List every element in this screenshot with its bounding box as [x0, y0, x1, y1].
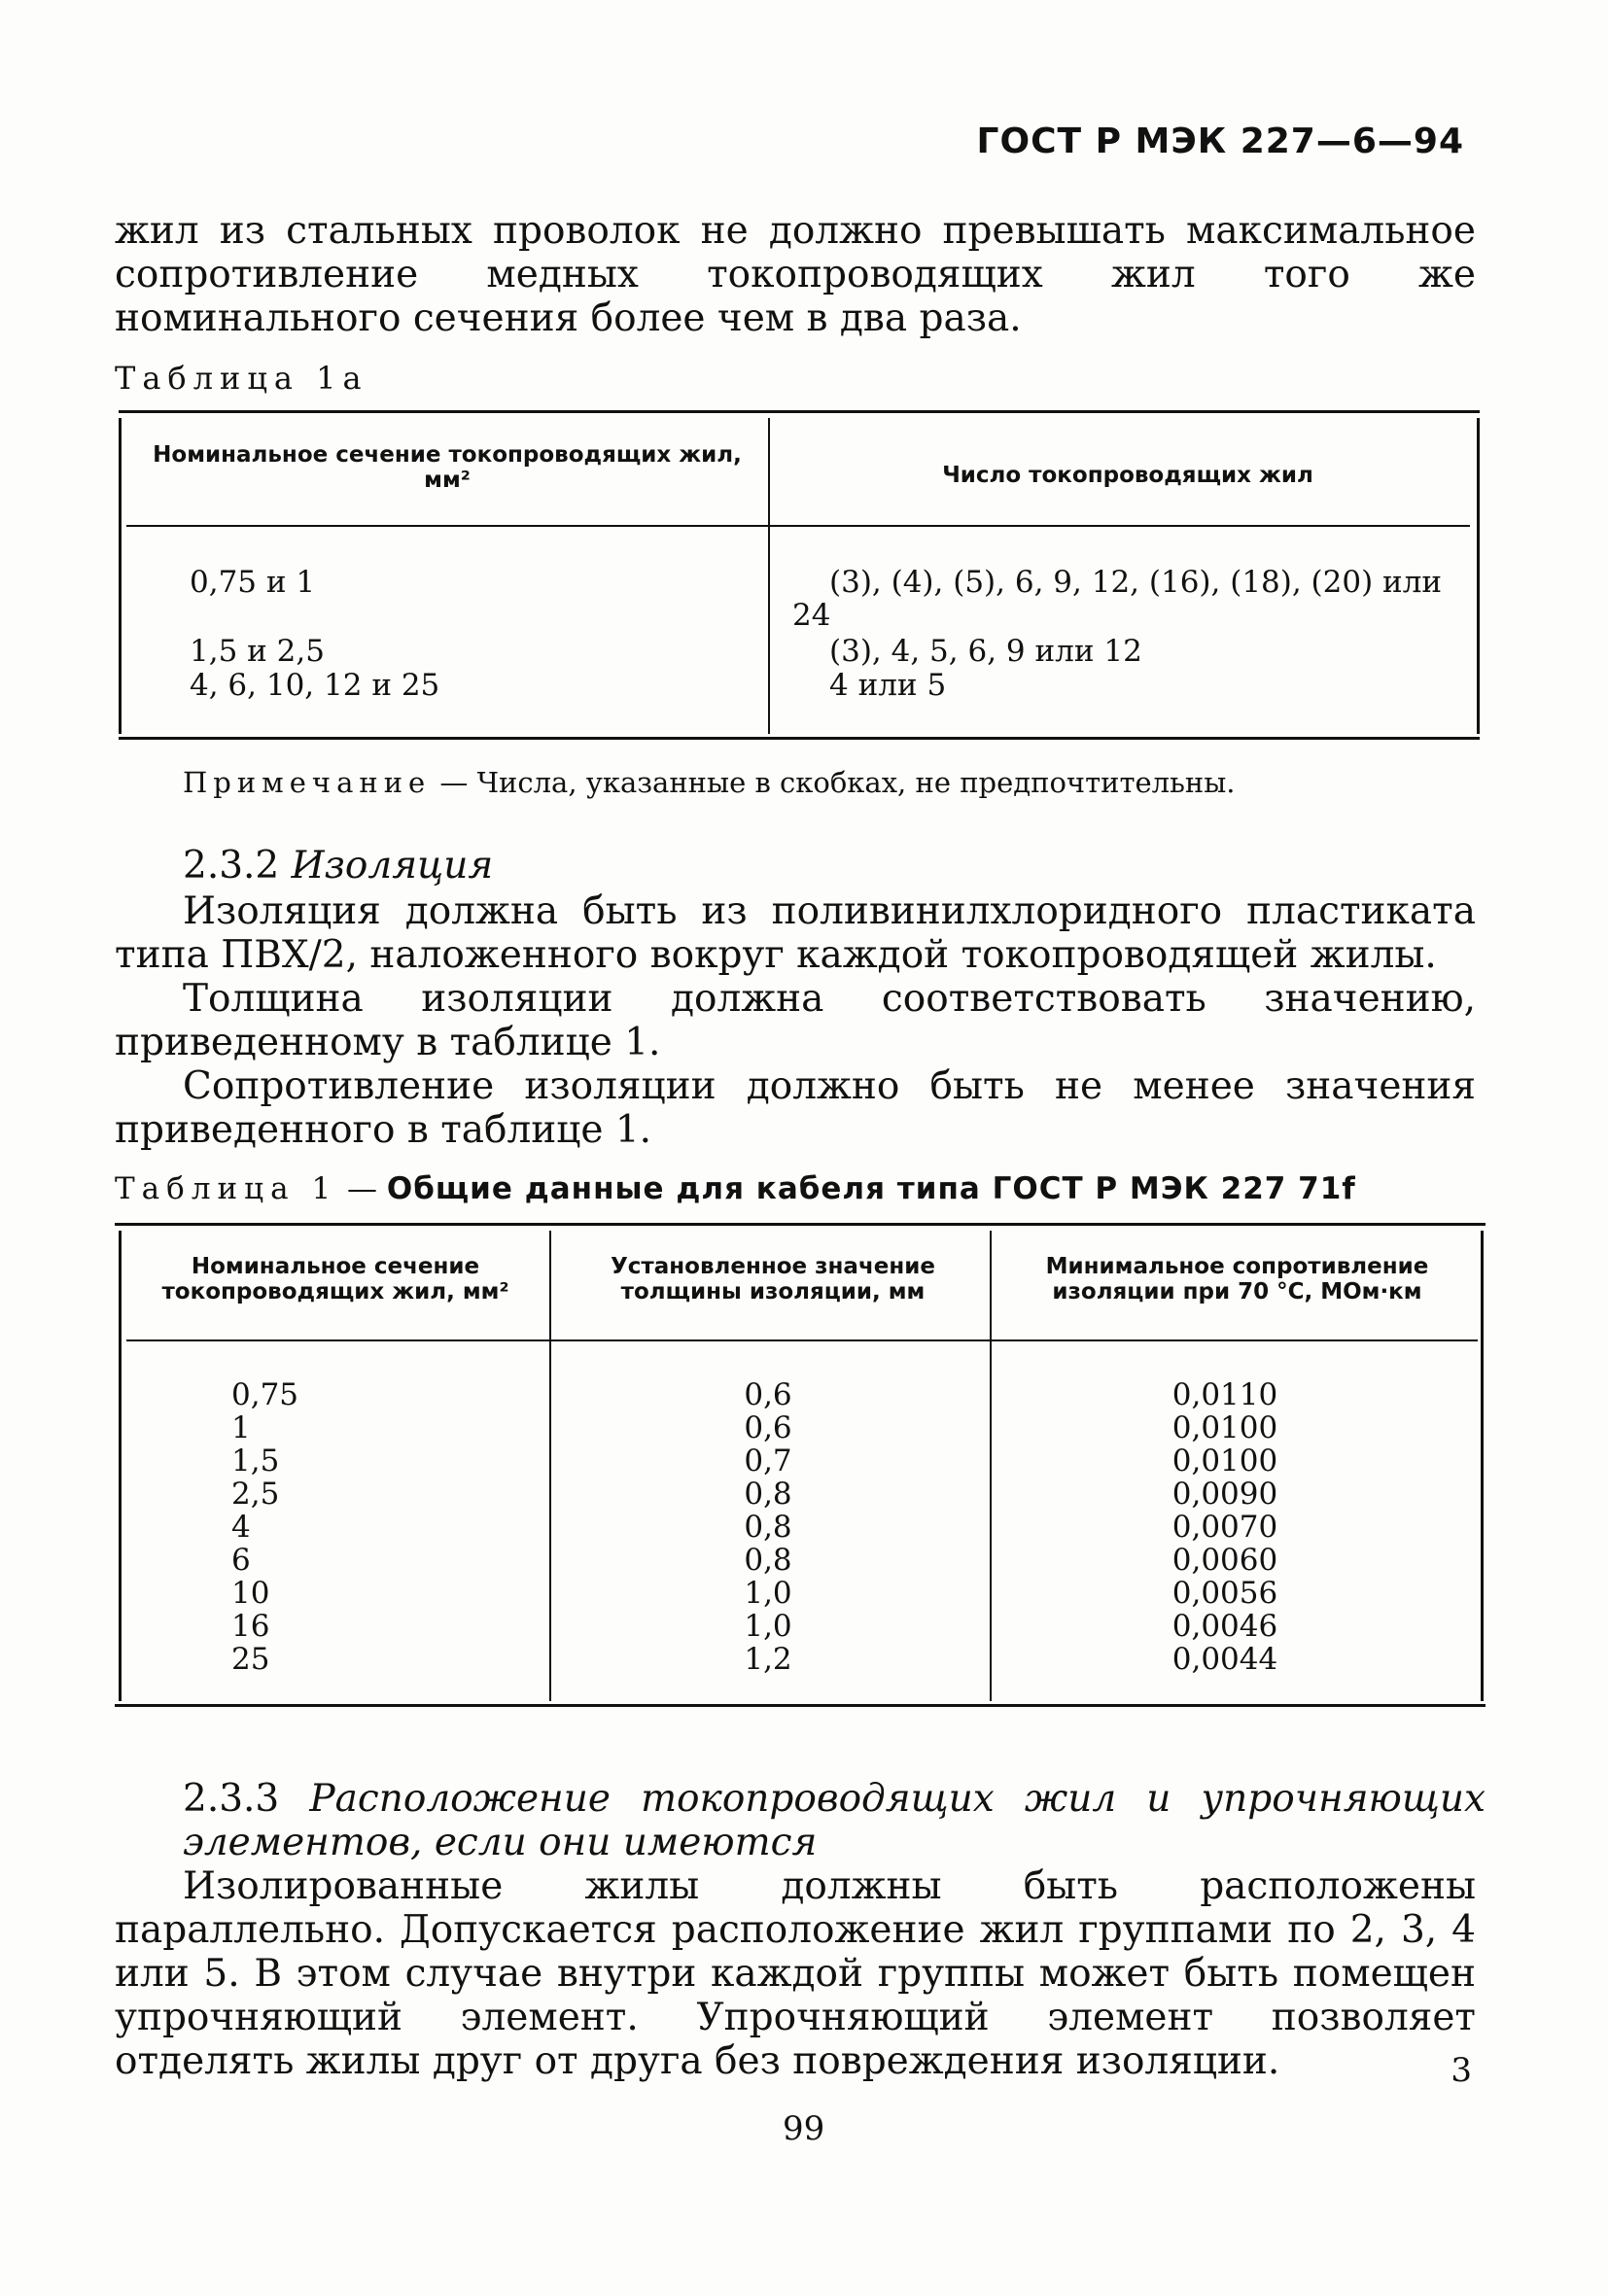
section-232-para-3: Сопротивление изоляции должно быть не менее значения приведенного в таблице 1. — [115, 1064, 1476, 1152]
table-1a-count-3: 4 или 5 — [829, 668, 947, 703]
intro-paragraph: жил из стальных проволок не должно превышать максимальное сопротивление медных токопроводящих жил того же номинального сечения более чем в два раза. — [115, 209, 1476, 340]
table-1-cell-thickness: 0,6 — [744, 1410, 792, 1445]
table-1-cell-section: 25 — [231, 1642, 270, 1677]
table-1-caption-label: Таблица 1 — [115, 1171, 338, 1206]
section-232-para-1: Изоляция должна быть из поливинилхлоридного пластиката типа ПВХ/2, наложенного вокруг каждой токопроводящей жилы. — [115, 889, 1476, 977]
table-1-caption-dash: — — [347, 1171, 378, 1206]
table-1a-section-3: 4, 6, 10, 12 и 25 — [190, 668, 440, 703]
table-1-cell-thickness: 0,7 — [744, 1444, 792, 1478]
table-1-cell-thickness: 0,8 — [744, 1543, 792, 1578]
table-1a-count-2: (3), 4, 5, 6, 9 или 12 — [829, 634, 1142, 669]
table-1-col-divider-2 — [990, 1231, 992, 1701]
table-1a-section-1: 0,75 и 1 — [190, 565, 316, 600]
table-1-cell-thickness: 0,6 — [744, 1377, 792, 1412]
table-1-cell-thickness: 0,8 — [744, 1510, 792, 1545]
table-1-top-rule — [115, 1223, 1486, 1226]
table-1a-col-divider — [768, 418, 770, 734]
table-1a-note — [183, 766, 1236, 799]
section-232-para-2: Толщина изоляции должна соответствовать значению, приведенному в таблице 1. — [115, 977, 1476, 1064]
table-1-header-thickness: Установленное значение толщины изоляции, мм — [611, 1254, 935, 1305]
document-header: ГОСТ Р МЭК 227—6—94 — [976, 122, 1464, 161]
table-1-cell-resistance: 0,0090 — [1171, 1477, 1278, 1512]
table-1a-count-1: (3), (4), (5), 6, 9, 12, (16), (18), (20) или 24 — [792, 565, 1443, 633]
table-1-cell-thickness: 1,0 — [744, 1576, 792, 1611]
table-1-left-border — [119, 1231, 122, 1701]
table-1-cell-resistance: 0,0046 — [1171, 1609, 1278, 1644]
table-1a-caption-text: Таблица 1а — [115, 360, 368, 397]
table-1a-header-section: Номинальное сечение токопроводящих жил, мм² — [153, 442, 742, 493]
table-1-cell-resistance: 0,0100 — [1171, 1410, 1278, 1445]
table-1-caption — [115, 1171, 1356, 1206]
note-text: — Числа, указанные в скобках, не предпочтительны. — [439, 766, 1236, 799]
table-1-cell-section: 0,75 — [231, 1377, 299, 1412]
page-number-global: 99 — [783, 2109, 825, 2148]
table-1-cell-resistance: 0,0070 — [1171, 1510, 1278, 1545]
table-1a-bottom-rule — [119, 737, 1480, 740]
table-1a-caption — [115, 360, 368, 397]
section-232-number: 2.3.2 — [183, 844, 280, 887]
table-1-caption-title: Общие данные для кабеля типа ГОСТ Р МЭК 227 71f — [386, 1171, 1356, 1206]
table-1-column-thickness — [719, 1378, 817, 1676]
table-1a-top-rule — [119, 410, 1480, 413]
table-1-cell-resistance: 0,0056 — [1171, 1576, 1278, 1611]
table-1-cell-thickness: 1,2 — [744, 1642, 792, 1677]
table-1-header-section: Номинальное сечение токопроводящих жил, мм² — [161, 1254, 509, 1305]
table-1-cell-section: 4 — [231, 1510, 251, 1545]
table-1-column-resistance — [1128, 1378, 1322, 1676]
table-1-cell-thickness: 0,8 — [744, 1477, 792, 1512]
section-233-number: 2.3.3 — [183, 1777, 280, 1821]
table-1-column-section — [231, 1378, 298, 1676]
section-232-title: Изоляция — [291, 844, 494, 887]
table-1-right-border — [1481, 1231, 1484, 1701]
section-233-para-1: Изолированные жилы должны быть расположены параллельно. Допускается расположение жил группами по 2, 3, 4 или 5. В этом случае внутри каждой группы может быть помещен упрочняющий элемент. Упрочняющий элемент позволяет отделять жилы друг от друга без повреждения изоляции. — [115, 1864, 1476, 2083]
table-1-header-rule — [126, 1339, 1478, 1341]
table-1-cell-thickness: 1,0 — [744, 1609, 792, 1644]
table-1a-section-2: 1,5 и 2,5 — [190, 634, 325, 669]
table-1-bottom-rule — [115, 1704, 1486, 1707]
section-232-heading — [183, 844, 493, 887]
table-1a-header-count: Число токопроводящих жил — [942, 463, 1313, 488]
table-1a-right-border — [1477, 418, 1480, 734]
table-1-cell-resistance: 0,0060 — [1171, 1543, 1278, 1578]
table-1-cell-section: 1 — [231, 1410, 251, 1445]
table-1-cell-resistance: 0,0110 — [1171, 1377, 1278, 1412]
table-1a-left-border — [119, 418, 122, 734]
section-233-heading — [183, 1777, 1486, 1864]
section-233-title: Расположение токопроводящих жил и упрочняющих элементов, если они имеются — [183, 1777, 1486, 1864]
table-1-cell-section: 16 — [231, 1609, 270, 1644]
note-label: Примечание — [183, 766, 432, 799]
table-1-cell-section: 6 — [231, 1543, 251, 1578]
page-number-local: 3 — [1451, 2051, 1472, 2090]
table-1-cell-section: 2,5 — [231, 1477, 280, 1512]
table-1-cell-resistance: 0,0044 — [1171, 1642, 1278, 1677]
table-1a-header-rule — [126, 525, 1470, 527]
table-1-header-resistance: Минимальное сопротивление изоляции при 70 °С, МОм·км — [1045, 1254, 1429, 1305]
table-1-cell-section: 1,5 — [231, 1444, 280, 1478]
table-1-col-divider-1 — [549, 1231, 551, 1701]
table-1-cell-resistance: 0,0100 — [1171, 1444, 1278, 1478]
table-1-cell-section: 10 — [231, 1576, 270, 1611]
